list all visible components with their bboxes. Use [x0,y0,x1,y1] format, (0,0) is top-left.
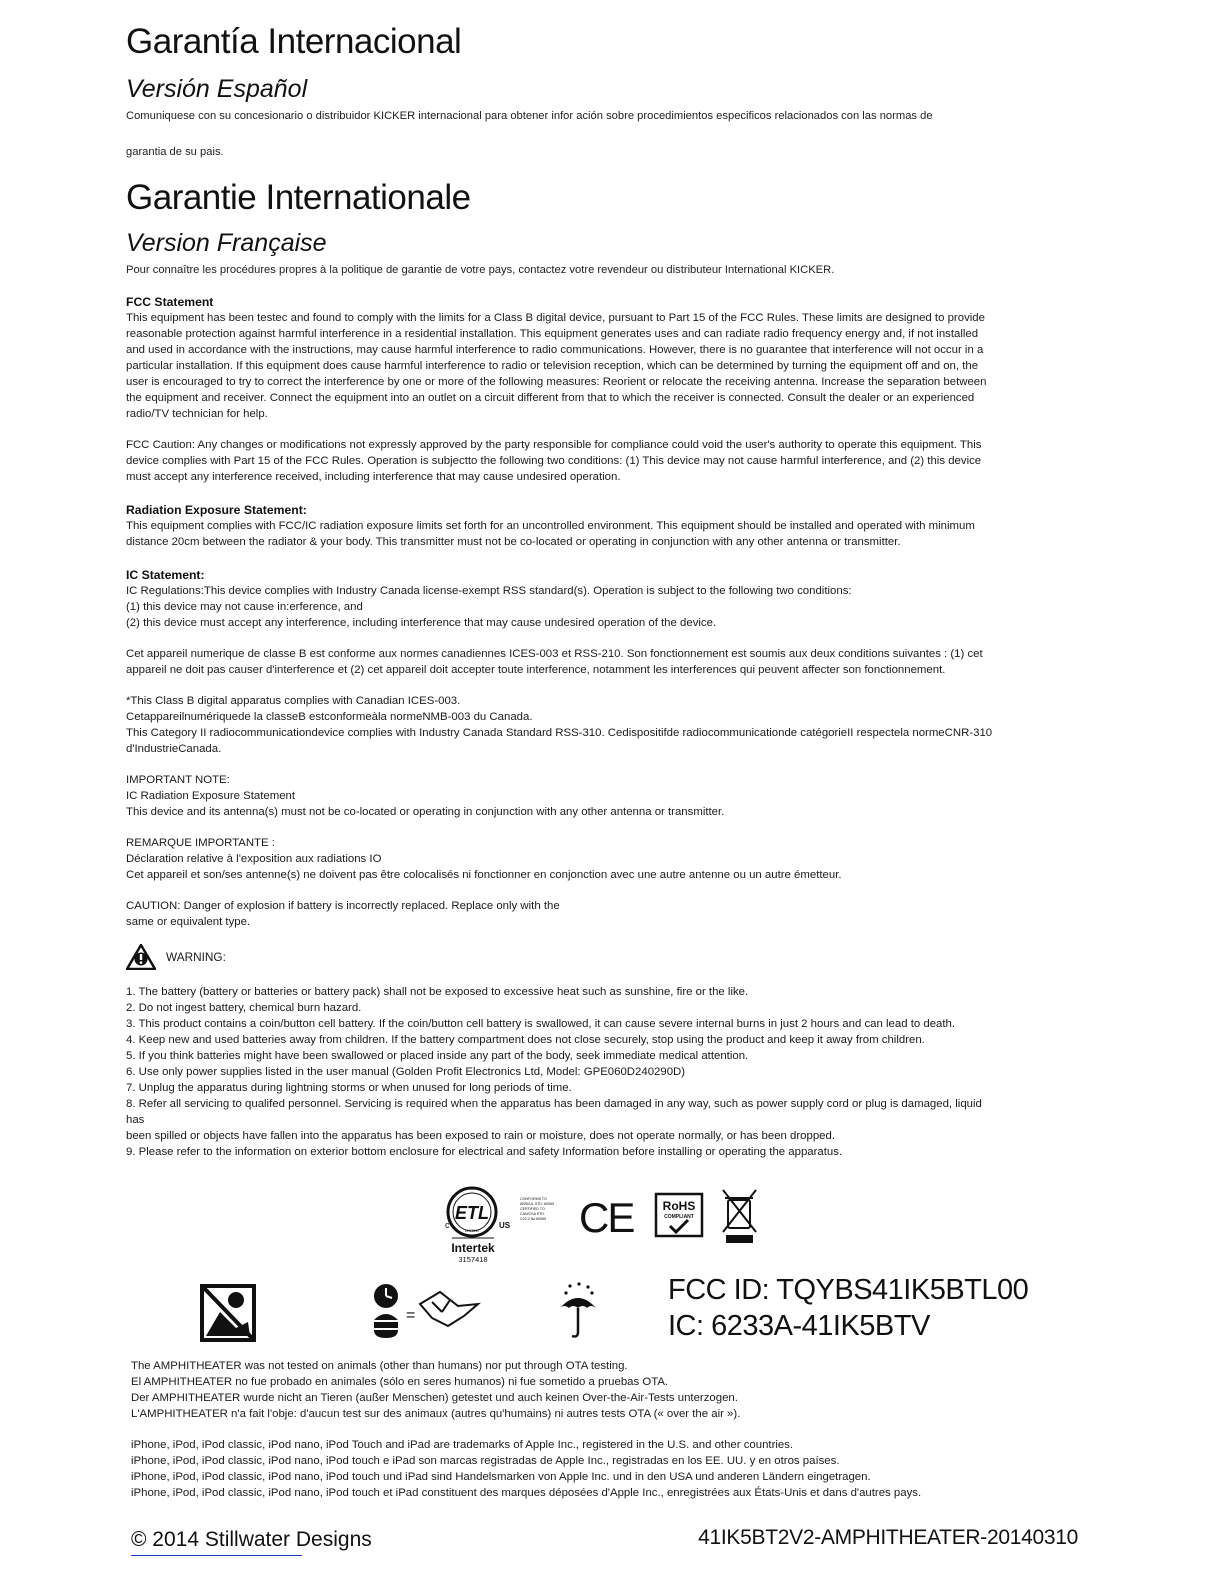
fcc-id: FCC ID: TQYBS41IK5BTL00 [668,1274,1029,1306]
etl-mark: ETL [455,1203,489,1223]
note-line: This device and its antenna(s) must not be co-located or operating in conjunction with any other antenna or transmitter. [126,806,725,818]
radiation-line: This equipment complies with FCC/IC radiation exposure limits set forth for an uncontrolled environment. This equipment should be installed and operated with minimum [126,520,975,532]
ic-class-statement [126,693,1066,757]
radiation-line: distance 20cm between the radiator & your body. This transmitter must not be co-located or operating in conjunction with any other antenna or transmitter. [126,536,901,548]
remarque-line: Cet appareil et son/ses antenne(s) ne doivent pas être colocalisés ni fonctionner en conjonction avec une autre antenne ou un autre émetteur. [126,869,842,881]
warning-label: WARNING: [166,950,226,964]
radiation-heading: Radiation Exposure Statement: [126,503,307,517]
etl-c: c [445,1220,450,1230]
warning-item: been spilled or objects have fallen into the apparatus has been exposed to rain or moisture, does not operate normally, or has been dropped. [126,1130,835,1142]
battery-caution-line: same or equivalent type. [126,916,251,928]
intertek-label: Intertek [451,1241,495,1255]
svg-text:CAN/CSA STD.: CAN/CSA STD. [520,1212,545,1216]
rohs-logo [656,1194,702,1236]
french-warranty-text: Pour connaître les procédures propres à la politique de garantie de votre pays, contactez votre revendeur ou distributeur International KICKER. [126,264,835,276]
document-page [126,18,1066,1160]
ic-line: (2) this device must accept any interference, including interference that may cause undesired operation of the device. [126,617,717,629]
ic-class-line: d'IndustrieCanada. [126,743,222,755]
certification-logos [442,1182,762,1266]
warning-item: 7. Unplug the apparatus during lightning storms or when unused for long periods of time. [126,1082,572,1094]
warning-list [126,984,1066,1160]
fcc-line: user is encouraged to try to correct the interference by one or more of the following measures: Reorient or relocate the receiving antenna. Increase the separation between [126,376,987,388]
trademark-line: iPhone, iPod, iPod classic, iPod nano, iPod Touch and iPad are trademarks of Apple Inc., registered in the U.S. and other countries. [131,1439,794,1451]
fcc-statement [126,294,1066,422]
animal-testing-line: The AMPHITHEATER was not tested on animals (other than humans) nor put through OTA testing. [131,1360,628,1372]
warning-item: 8. Refer all servicing to qualifed personnel. Servicing is required when the apparatus has been damaged in any way, such as power supply cord or plug is damaged, liquid [126,1098,982,1110]
animal-testing-line: Der AMPHITHEATER wurde nicht an Tieren (außer Menschen) getestet und auch keinen Over-the-Air-Tests unterzogen. [131,1392,738,1404]
etl-listed-logo [445,1188,511,1264]
radiation-statement [126,502,1066,550]
svg-text:RoHS: RoHS [662,1199,696,1213]
spanish-warranty-text-1: Comuniquese con su concesionario o distribuidor KICKER internacional para obtener infor ación sobre procedimientos especificos relacionados con las normas de [126,110,933,122]
fcc-caution-line: must accept any interference received, including interference that may cause undesired operation. [126,471,621,483]
warning-triangle-icon [126,944,156,970]
svg-text:C22.2 No.60065: C22.2 No.60065 [520,1217,547,1221]
warning-item: 2. Do not ingest battery, chemical burn hazard. [126,1002,362,1014]
fcc-line: and used in accordance with the instructions, may cause harmful interference to radio communications. However, there is no guarantee that interference will not occur in a [126,344,984,356]
french-warranty-title: Garantie Internationale [126,178,471,217]
ic-line: IC Regulations:This device complies with Industry Canada license-exempt RSS standard(s). Operation is subject to the following two conditions: [126,585,852,597]
fcc-line: reasonable protection against harmful interference in a residential installation. This equipment generates uses and can radiate radio frequency energy and, if not installed [126,328,979,340]
fcc-caution-line: device complies with Part 15 of the FCC Rules. Operation is subjectto the following two conditions: (1) This device may not cause harmful interference, and (2) this device [126,455,982,467]
ic-id: IC: 6233A-41IK5BTV [668,1310,930,1342]
weee-bin-icon [723,1190,756,1242]
ic-heading: IC Statement: [126,568,205,582]
fcc-heading: FCC Statement [126,295,214,309]
animal-testing-line: L'AMPHITHEATER n'a fait l'obje: d'aucun test sur des animaux (autres qu'humains) ni autres tests OTA (« over the air »). [131,1408,741,1420]
fcc-line: This equipment has been testec and found to comply with the limits for a Class B digital device, pursuant to Part 15 of the FCC Rules. These limits are designed to provide [126,312,985,324]
spanish-version-subtitle: Versión Español [126,75,308,103]
ic-class-line: This Category II radiocommunicationdevice complies with Industry Canada Standard RSS-310. Cedispositifde radiocommunicationde catégorieII respectela normeCNR-310 [126,727,993,739]
ce-mark: CE [579,1194,634,1241]
warning-item: 1. The battery (battery or batteries or battery pack) shall not be exposed to excessive heat such as sunshine, fire or the like. [126,986,749,998]
fcc-line: particular installation. If this equipment does cause harmful interference to radio or television reception, which can be determined by turning the equipment off and on, the [126,360,979,372]
svg-text:COMPLIANT: COMPLIANT [664,1214,694,1220]
warning-item: 6. Use only power supplies listed in the user manual (Golden Profit Electronics Ltd, Model: GPE060D240290D) [126,1066,686,1078]
trademark-line: iPhone, iPod, iPod classic, iPod nano, iPod touch e iPad son marcas registradas de Apple Inc., registradas en los EE. UU. y en otros países. [131,1455,840,1467]
conformity-text [520,1197,554,1221]
disclaimers [131,1358,1071,1501]
ic-class-line: Cetappareilnumériquede la classeB estconformeàla normeNMB-003 du Canada. [126,711,533,723]
battery-caution [126,898,1066,930]
trademark-line: iPhone, iPod, iPod classic, iPod nano, iPod touch et iPad constituent des marques déposées d'Apple Inc., enregistrées aux États-Unis et dans d'autres pays. [131,1487,922,1499]
ic-class-line: *This Class B digital apparatus complies with Canadian ICES-003. [126,695,461,707]
keep-dry-umbrella-icon [560,1282,596,1336]
warning-item: 3. This product contains a coin/button cell battery. If the coin/button cell battery is swallowed, it can cause severe internal burns in just 2 hours and can lead to death. [126,1018,956,1030]
time-food-icon [374,1284,478,1338]
note-line: IC Radiation Exposure Statement [126,790,296,802]
remarque-importante [126,835,1066,883]
ic-french-line: Cet appareil numerique de classe B est conforme aux normes canadiennes ICES-003 et RSS-210. Son fonctionnement est soumis aux deux conditions suivantes : (1) cet [126,648,983,660]
battery-caution-line: CAUTION: Danger of explosion if battery is incorrectly replaced. Replace only with the [126,900,560,912]
fcc-caution [126,437,1066,485]
etl-listed: LISTED [464,1228,480,1233]
pictogram-row [196,1282,626,1346]
ic-line: (1) this device may not cause in:erference, and [126,601,363,613]
ic-french-statement [126,646,1066,678]
trademark-line: iPhone, iPod, iPod classic, iPod nano, iPod touch und iPad sind Handelsmarken von Apple Inc. und in den USA und anderen Ländern eingetragen. [131,1471,871,1483]
remarque-line: REMARQUE IMPORTANTE : [126,837,275,849]
warning-item: 4. Keep new and used batteries away from children. If the battery compartment does not close securely, stop using the product and keep it away from children. [126,1034,925,1046]
etl-us: US [499,1221,511,1230]
warning-item: 5. If you think batteries might have been swallowed or placed inside any part of the body, seek immediate medical attention. [126,1050,749,1062]
svg-text:CONFORMS TO: CONFORMS TO [520,1197,547,1201]
spanish-warranty-title: Garantía Internacional [126,22,462,61]
no-sunlight-icon [202,1286,254,1340]
french-version-subtitle: Version Française [126,229,327,257]
important-note [126,772,1066,820]
document-id: 41IK5BT2V2-AMPHITHEATER-20140310 [698,1526,1078,1549]
ic-statement [126,567,1066,631]
fcc-caution-line: FCC Caution: Any changes or modifications not expressly approved by the party responsible for compliance could void the user's authority to operate this equipment. This [126,439,982,451]
ic-french-line: appareil ne doit pas causer d'interference et (2) cet appareil doit accepter toute interference, notamment les interferences qui peuvent affecter son fonctionnement. [126,664,946,676]
intertek-number: 3157418 [458,1255,488,1264]
regulatory-ids [668,1272,1028,1344]
remarque-line: Déclaration relative à l'exposition aux radiations IO [126,853,382,865]
spanish-warranty-text-2: garantia de su pais. [126,146,224,158]
svg-text:=: = [406,1307,416,1324]
warning-header [126,944,1066,970]
svg-text:ANSI/UL STD. 60065: ANSI/UL STD. 60065 [520,1202,555,1206]
warning-item: 9. Please refer to the information on exterior bottom enclosure for electrical and safety Information before installing or operating the apparatus. [126,1146,843,1158]
copyright: © 2014 Stillwater Designs [131,1528,372,1551]
svg-text:CERTIFIED TO: CERTIFIED TO [520,1207,545,1211]
warning-item: has [126,1114,145,1126]
fcc-line: the equipment and receiver. Connect the equipment into an outlet on a circuit different from that to which the receiver is connected. Consult the dealer or an experienced [126,392,975,404]
animal-testing-line: El AMPHITHEATER no fue probado en animales (sólo en seres humanos) ni fue sometido a pruebas OTA. [131,1376,669,1388]
fcc-line: radio/TV technician for help. [126,408,268,420]
note-line: IMPORTANT NOTE: [126,774,230,786]
